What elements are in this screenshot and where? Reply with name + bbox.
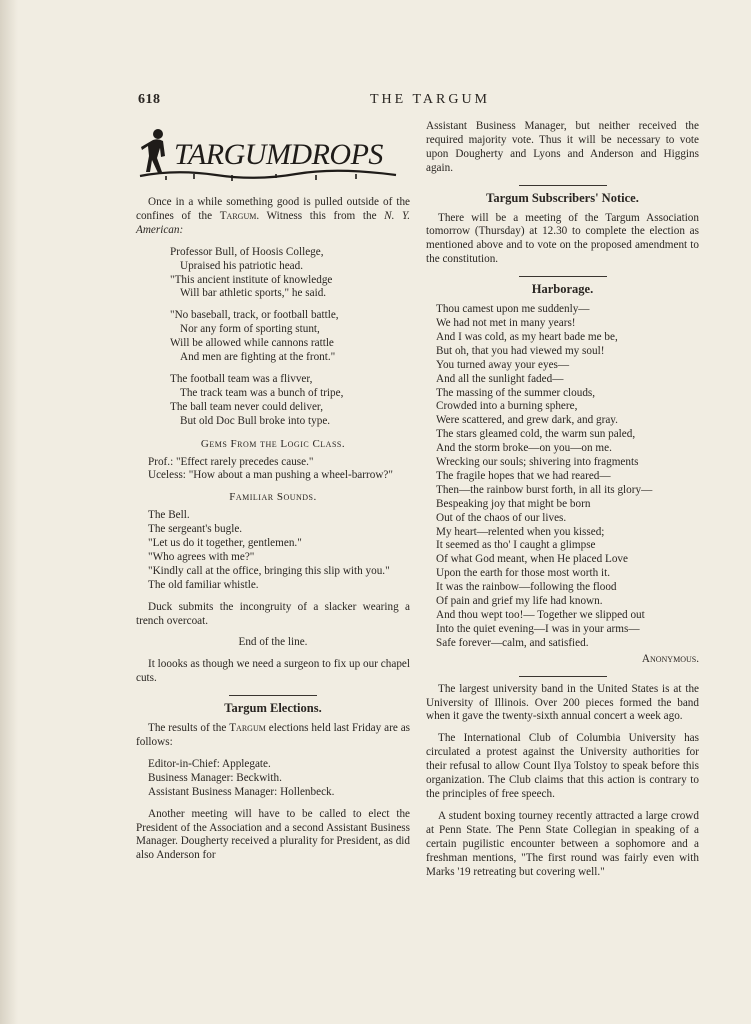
sound-item: "Let us do it together, gentlemen."	[148, 537, 302, 550]
election-result: Assistant Business Manager: Hollenbeck.	[148, 785, 335, 798]
section-divider	[519, 676, 607, 677]
elections-more: Another meeting will have to be called to elect the President of the Association and a second Assistant Business Manager. Dougherty received a plurality for President, as did also Anderson for	[136, 807, 411, 862]
harborage-heading: Harborage.	[531, 282, 594, 297]
poem-stanza	[170, 373, 410, 429]
poem-line: And I was cold, as my heart bade me be,	[436, 330, 618, 343]
poem-line: Will bar athletic sports," he said.	[180, 287, 327, 300]
targumdrops-logo	[136, 120, 406, 182]
sound-item: The old familiar whistle.	[148, 578, 259, 591]
harborage-poem	[436, 303, 699, 651]
binding-shadow	[0, 0, 18, 1024]
poem-line: Were scattered, and grew dark, and gray.	[436, 414, 618, 427]
poem-line: The massing of the summer clouds,	[436, 386, 596, 399]
notice-heading: Targum Subscribers' Notice.	[486, 190, 639, 205]
intro-tail: Witness this from the	[266, 209, 377, 222]
poem-line: But oh, that you had viewed my soul!	[436, 344, 605, 357]
poem-line: And all the sunlight faded—	[436, 372, 564, 385]
poem-line: "This ancient institute of knowledge	[170, 273, 333, 286]
poem-line: Professor Bull, of Hoosis College,	[170, 245, 324, 258]
poem-line: But old Doc Bull broke into type.	[180, 414, 331, 427]
poem-line: We had not met in many years!	[436, 316, 576, 329]
poem-line: Out of the chaos of our lives.	[436, 511, 567, 524]
poem-line: And men are fighting at the front."	[180, 351, 336, 364]
poem-line: Thou camest upon me suddenly—	[436, 303, 590, 316]
duck-paragraph: Duck submits the incongruity of a slacker wearing a trench overcoat.	[136, 600, 410, 627]
surgeon-paragraph: It loooks as though we need a surgeon to fix up our chapel cuts.	[136, 658, 410, 685]
elections-intro-targum: Targum	[229, 722, 266, 735]
poem-line: Into the quiet evening—I was in your arms—	[436, 622, 640, 635]
poem-line: Then—the rainbow burst forth, in all its glory—	[436, 483, 653, 496]
poem-line: It seemed as tho' I caught a glimpse	[436, 539, 596, 552]
sound-item: The sergeant's bugle.	[148, 523, 243, 536]
poem-line: The stars gleamed cold, the warm sun paled,	[436, 428, 636, 441]
news-item: The International Club of Columbia University has circulated a protest against the University authorities for their refusal to allow Count Ilya Tolstoy to speak before this organization. The Club claims that this action is contrary to the principles of free speech.	[426, 732, 699, 800]
poem-line: And the storm broke—on you—on me.	[436, 442, 612, 455]
intro-source: N. Y. American:	[136, 209, 411, 236]
poem-line: "No baseball, track, or football battle,	[170, 309, 339, 322]
intro-targum: Targum.	[219, 209, 260, 222]
election-result: Business Manager: Beckwith.	[148, 771, 282, 784]
harborage-signature: Anonymous.	[641, 652, 699, 665]
left-column	[136, 120, 410, 871]
sounds-list	[136, 509, 410, 592]
targumdrops-masthead	[136, 120, 410, 182]
poem-line: The fragile hopes that we had reared—	[436, 469, 611, 482]
logo-title-text: TARGUMDROPS	[174, 138, 383, 171]
sound-item: "Kindly call at the office, bringing this slip with you."	[148, 564, 390, 577]
section-divider	[519, 185, 607, 186]
right-column	[426, 120, 699, 887]
poem-line: Will be allowed while cannons rattle	[170, 337, 334, 350]
end-of-line: End of the line.	[238, 636, 308, 649]
poem-line: And thou wept too!— Together we slipped out	[436, 609, 645, 621]
sounds-heading: Familiar Sounds.	[229, 491, 317, 504]
poem-line: Safe forever—calm, and satisfied.	[436, 636, 589, 649]
poem-line: Of what God meant, when He placed Love	[436, 553, 628, 566]
page-number: 618	[138, 92, 161, 107]
gem-item: Prof.: "Effect rarely precedes cause."	[148, 455, 314, 468]
poem-line: Nor any form of sporting stunt,	[180, 323, 320, 336]
intro-paragraph	[136, 196, 410, 238]
poem-line: Crowded into a burning sphere,	[436, 400, 578, 413]
elections-intro	[136, 722, 410, 750]
election-result: Editor-in-Chief: Applegate.	[148, 757, 271, 770]
bull-poem	[170, 246, 410, 429]
poem-line: Upraised his patriotic head.	[180, 259, 304, 272]
elections-heading: Targum Elections.	[224, 701, 322, 716]
elections-intro-b: elections held last Friday are as follows:	[136, 722, 411, 748]
poem-line: Upon the earth for those most worth it.	[436, 567, 610, 580]
intro-text: Once in a while something good is pulled outside of the confines of the	[136, 196, 410, 222]
section-divider	[519, 276, 607, 277]
poem-stanza	[170, 246, 410, 302]
poem-line: Of pain and grief my life had known.	[436, 595, 603, 608]
poem-line: The ball team never could deliver,	[170, 400, 324, 413]
poem-line: Wrecking our souls; shivering into fragments	[436, 456, 639, 469]
poem-line: Bespeaking joy that might be born	[436, 497, 591, 510]
section-divider	[229, 695, 317, 696]
poem-line: You turned away your eyes—	[436, 358, 570, 371]
poem-line: The track team was a bunch of tripe,	[180, 386, 344, 399]
gems-list	[136, 456, 410, 484]
poem-line: It was the rainbow—following the flood	[436, 581, 617, 594]
notice-body: There will be a meeting of the Targum Association tomorrow (Thursday) at 12.30 to complete the election as mentioned above and to vote on the proposed amendment to the constitution.	[426, 211, 699, 266]
gem-item: Uceless: "How about a man pushing a wheel-barrow?"	[148, 469, 393, 482]
logo-figure-icon	[141, 129, 165, 173]
running-head: THE TARGUM	[370, 92, 491, 107]
elections-results	[136, 758, 410, 800]
continuation-paragraph: Assistant Business Manager, but neither received the required majority vote. Thus it will be necessary to vote upon Dougherty and Lyons and Anderson and Higgins again.	[426, 120, 699, 174]
poem-stanza	[170, 309, 410, 365]
sound-item: The Bell.	[148, 509, 190, 522]
poem-line: My heart—relented when you kissed;	[436, 525, 605, 538]
news-item: A student boxing tourney recently attracted a large crowd at Penn State. The Penn State Collegian in speaking of a certain pugilistic encounter between a sophomore and a freshman mentions, "The first round was fairly even with Marks '19 retreating but covering well."	[426, 809, 699, 878]
sound-item: "Who agrees with me?"	[148, 550, 255, 563]
news-item: The largest university band in the United States is at the University of Illinois. Over 200 pieces formed the band when it gave the twenty-sixth annual concert a week ago.	[426, 682, 699, 723]
poem-line: The football team was a flivver,	[170, 372, 313, 385]
gems-heading: Gems From the Logic Class.	[200, 437, 346, 450]
elections-intro-a: The results of the	[148, 722, 227, 735]
